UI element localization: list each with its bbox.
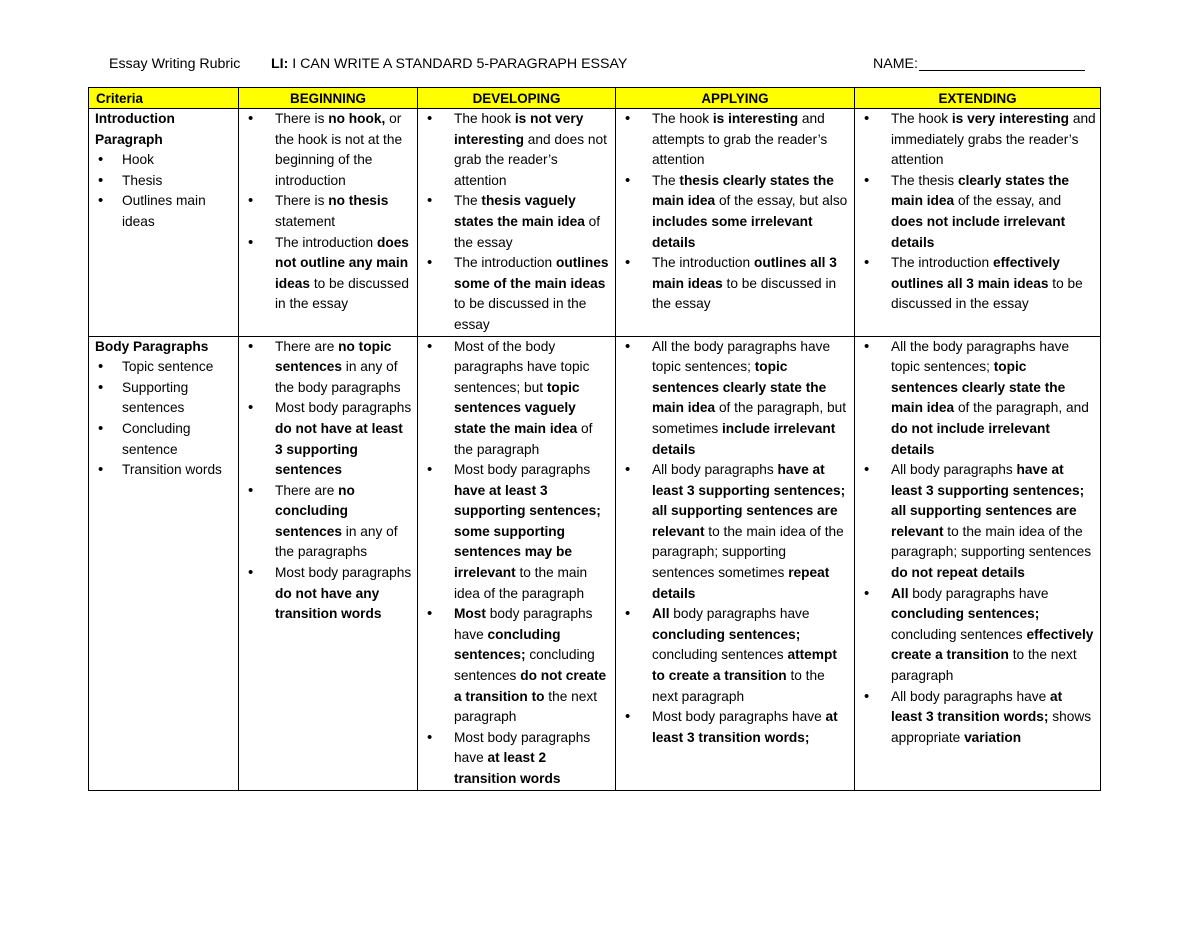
descriptor-text: of the paragraph: [454, 420, 593, 457]
descriptor-emphasis: at least 3 transition words;: [891, 688, 1063, 725]
descriptor-emphasis: includes some irrelevant details: [652, 213, 813, 250]
descriptor-text: All body paragraphs have: [891, 688, 1051, 704]
criteria-title: Body Paragraphs: [95, 338, 209, 354]
descriptor-emphasis: at least 3 transition words;: [652, 709, 838, 745]
descriptor-emphasis: All: [652, 606, 670, 622]
learning-intention: [271, 56, 627, 72]
descriptor-emphasis: no topic sentences: [275, 338, 392, 375]
descriptor-text: to be discussed in the essay: [891, 275, 1083, 312]
descriptor-emphasis: effectively outlines all 3 main ideas: [891, 255, 1060, 291]
descriptor-text: to be discussed in the essay: [652, 275, 837, 312]
descriptor-text: There is: [275, 111, 329, 126]
rubric-row: [89, 109, 1101, 337]
descriptor-item: [861, 109, 1096, 171]
descriptor-item: [424, 253, 611, 335]
descriptor-text: The thesis: [891, 172, 958, 188]
descriptor-list: [861, 109, 1096, 315]
header-row: [89, 88, 1101, 109]
name-blank-line: [919, 56, 1085, 71]
rubric-table: [88, 87, 1101, 791]
criteria-title: Introduction Paragraph: [95, 111, 175, 147]
descriptor-emphasis: clearly states the main idea: [891, 172, 1070, 209]
descriptor-emphasis: do not have at least 3 supporting sentences: [275, 420, 403, 478]
document-header: [109, 56, 1099, 80]
descriptor-text: All body paragraphs: [652, 462, 778, 478]
descriptor-text: Most body paragraphs have: [454, 729, 591, 766]
criteria-list: [95, 357, 234, 481]
descriptor-item: [622, 604, 850, 707]
descriptor-emphasis: variation: [964, 729, 1022, 745]
descriptor-emphasis: concluding sentences;: [652, 626, 801, 642]
col-header-developing: DEVELOPING: [418, 88, 616, 109]
descriptor-item: [622, 253, 850, 315]
criteria-item: • Thesis: [95, 171, 234, 192]
col-header-applying: APPLYING: [616, 88, 855, 109]
descriptor-emphasis: do not create a transition to: [454, 668, 607, 704]
descriptor-list: [861, 337, 1096, 749]
descriptor-item: [245, 337, 413, 399]
rubric-cell-extending: [855, 336, 1101, 790]
descriptor-item: [861, 253, 1096, 315]
col-header-beginning: BEGINNING: [239, 88, 418, 109]
descriptor-text: The introduction: [891, 255, 993, 271]
descriptor-text: The: [454, 193, 482, 209]
descriptor-list: [622, 337, 850, 749]
descriptor-emphasis: no hook,: [328, 111, 386, 126]
descriptor-text: The introduction: [275, 234, 377, 250]
descriptor-item: [245, 481, 413, 563]
descriptor-emphasis: repeat details: [652, 565, 830, 601]
rubric-cell-applying: [616, 109, 855, 337]
descriptor-emphasis: outlines all 3 main ideas: [652, 255, 837, 291]
descriptor-list: [245, 337, 413, 625]
descriptor-emphasis: is very interesting: [951, 111, 1070, 126]
descriptor-text: Most body paragraphs: [275, 400, 412, 416]
descriptor-emphasis: concluding sentences;: [454, 626, 561, 663]
descriptor-text: Most body paragraphs have: [652, 709, 826, 725]
descriptor-emphasis: topic sentences clearly state the main idea: [652, 359, 827, 416]
descriptor-item: [861, 460, 1096, 584]
descriptor-text: of the essay: [454, 213, 601, 250]
descriptor-emphasis: concluding sentences;: [891, 606, 1040, 622]
descriptor-text: to the main idea of the paragraph; supporting sentences sometimes: [652, 523, 844, 581]
descriptor-text: All the body paragraphs have topic sentences;: [652, 338, 831, 375]
descriptor-emphasis: have at least 3 supporting sentences; all supporting sentences are relevant: [652, 462, 846, 539]
name-label: NAME:: [873, 56, 918, 72]
descriptor-text: shows appropriate: [891, 709, 1092, 745]
descriptor-emphasis: attempt to create a transition: [652, 647, 837, 684]
descriptor-item: [424, 109, 611, 191]
criteria-list: [95, 150, 234, 232]
descriptor-emphasis: do not include irrelevant details: [891, 420, 1050, 457]
rubric-cell-developing: [418, 336, 616, 790]
descriptor-text: The hook: [454, 111, 515, 126]
li-text: I CAN WRITE A STANDARD 5-PARAGRAPH ESSAY: [292, 56, 628, 72]
descriptor-emphasis: do not have any transition words: [275, 585, 382, 622]
descriptor-text: to the next paragraph: [891, 647, 1077, 684]
descriptor-emphasis: have at least 3 supporting sentences; all supporting sentences are relevant: [891, 462, 1085, 539]
descriptor-text: to the main idea of the paragraph; supporting sentences: [891, 523, 1092, 560]
descriptor-text: body paragraphs have: [454, 606, 593, 642]
descriptor-text: and immediately grabs the reader’s attention: [891, 111, 1096, 168]
descriptor-item: [424, 460, 611, 604]
descriptor-text: to the main idea of the paragraph: [454, 565, 588, 601]
descriptor-text: The introduction: [454, 255, 556, 271]
descriptor-text: The introduction: [652, 255, 754, 271]
descriptor-text: The hook: [891, 111, 952, 126]
descriptor-emphasis: topic sentences vaguely state the main idea: [454, 379, 580, 436]
descriptor-text: to the next paragraph: [652, 668, 825, 704]
descriptor-text: concluding sentences: [891, 626, 1027, 642]
descriptor-emphasis: no concluding sentences: [275, 482, 355, 539]
descriptor-list: [424, 337, 611, 790]
descriptor-text: All body paragraphs: [891, 462, 1017, 478]
descriptor-text: of the paragraph, and: [954, 400, 1089, 416]
name-field: [873, 56, 918, 72]
descriptor-emphasis: All: [891, 585, 909, 601]
descriptor-emphasis: topic sentences clearly state the main idea: [891, 359, 1066, 416]
descriptor-list: [245, 109, 413, 315]
descriptor-text: and attempts to grab the reader’s attention: [652, 111, 828, 168]
descriptor-text: There is: [275, 193, 329, 209]
descriptor-item: [245, 398, 413, 480]
rubric-cell-beginning: [239, 336, 418, 790]
descriptor-text: The: [652, 172, 680, 188]
descriptor-item: [861, 337, 1096, 461]
rubric-body: [89, 109, 1101, 791]
descriptor-emphasis: thesis clearly states the main idea: [652, 172, 834, 209]
descriptor-text: of the essay, but also: [715, 193, 848, 209]
descriptor-text: the next paragraph: [454, 688, 598, 725]
descriptor-text: of the paragraph, but sometimes: [652, 400, 847, 436]
descriptor-text: All the body paragraphs have topic sentences;: [891, 338, 1070, 375]
descriptor-emphasis: does not include irrelevant details: [891, 213, 1066, 250]
descriptor-text: There are: [275, 338, 339, 354]
descriptor-text: or the hook is not at the beginning of the introduction: [275, 111, 403, 188]
descriptor-emphasis: include irrelevant details: [652, 420, 836, 457]
descriptor-item: [424, 337, 611, 461]
descriptor-item: [424, 191, 611, 253]
descriptor-item: [622, 109, 850, 171]
criteria-item: • Topic sentence: [95, 357, 234, 378]
rubric-cell-beginning: [239, 109, 418, 337]
descriptor-text: Most body paragraphs: [275, 565, 412, 581]
rubric-cell-developing: [418, 109, 616, 337]
criteria-cell: [89, 109, 239, 337]
rubric-cell-applying: [616, 336, 855, 790]
criteria-item: • Hook: [95, 150, 234, 171]
descriptor-text: in any of the paragraphs: [275, 523, 398, 560]
descriptor-item: [622, 171, 850, 253]
descriptor-list: [424, 109, 611, 336]
descriptor-emphasis: is not very interesting: [454, 111, 584, 147]
criteria-cell: [89, 336, 239, 790]
descriptor-emphasis: Most: [454, 606, 486, 622]
descriptor-text: concluding sentences: [454, 647, 595, 684]
descriptor-item: [245, 563, 413, 625]
descriptor-emphasis: thesis vaguely states the main idea: [454, 193, 585, 229]
descriptor-item: [622, 460, 850, 604]
rubric-cell-extending: [855, 109, 1101, 337]
descriptor-list: [622, 109, 850, 315]
descriptor-item: [861, 687, 1096, 749]
descriptor-text: in any of the body paragraphs: [275, 359, 401, 395]
descriptor-emphasis: have at least 3 supporting sentences; some supporting sentences may be irrelevant: [454, 482, 601, 581]
descriptor-emphasis: is interesting: [712, 111, 799, 126]
li-prefix: LI:: [271, 56, 293, 72]
descriptor-text: body paragraphs have: [908, 585, 1049, 601]
col-header-criteria: Criteria: [89, 88, 239, 109]
descriptor-emphasis: effectively create a transition: [891, 626, 1094, 663]
criteria-item: • Supporting sentences: [95, 378, 234, 419]
descriptor-text: of the essay, and: [954, 193, 1062, 209]
descriptor-item: [245, 191, 413, 232]
descriptor-text: There are: [275, 482, 339, 498]
col-header-extending: EXTENDING: [855, 88, 1101, 109]
descriptor-item: [622, 337, 850, 461]
descriptor-text: Most body paragraphs: [454, 462, 591, 478]
descriptor-item: [424, 604, 611, 728]
descriptor-emphasis: do not repeat details: [891, 565, 1025, 581]
descriptor-text: The hook: [652, 111, 713, 126]
doc-title: Essay Writing Rubric: [109, 56, 241, 72]
descriptor-emphasis: does not outline any main ideas: [275, 234, 409, 291]
descriptor-text: statement: [275, 213, 336, 229]
descriptor-item: [424, 728, 611, 790]
descriptor-item: [861, 584, 1096, 687]
rubric-row: [89, 336, 1101, 790]
criteria-item: • Outlines main ideas: [95, 191, 234, 232]
descriptor-item: [245, 233, 413, 315]
descriptor-text: concluding sentences: [652, 647, 788, 663]
descriptor-emphasis: no thesis: [328, 193, 389, 209]
descriptor-item: [245, 109, 413, 191]
descriptor-text: Most of the body paragraphs have topic sentences; but: [454, 338, 590, 395]
descriptor-text: and does not grab the reader’s attention: [454, 131, 607, 188]
descriptor-emphasis: outlines some of the main ideas: [454, 255, 609, 291]
criteria-item: • Transition words: [95, 460, 234, 481]
descriptor-text: to be discussed in the essay: [454, 296, 587, 332]
criteria-item: • Concluding sentence: [95, 419, 234, 460]
descriptor-item: [622, 707, 850, 748]
descriptor-text: to be discussed in the essay: [275, 275, 409, 312]
descriptor-emphasis: at least 2 transition words: [454, 750, 561, 786]
descriptor-text: body paragraphs have: [669, 606, 810, 622]
descriptor-item: [861, 171, 1096, 253]
